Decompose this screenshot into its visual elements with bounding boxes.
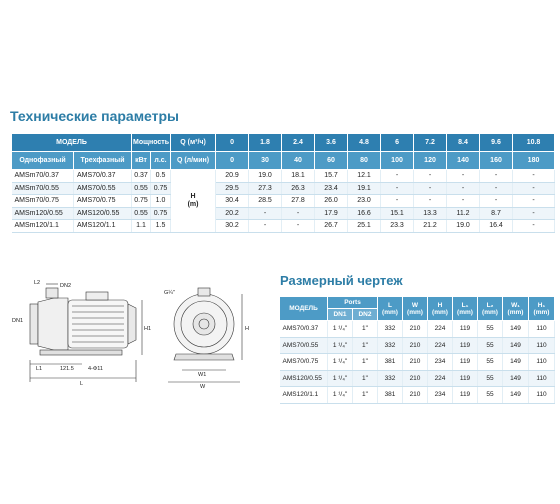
perf-cell-single-phase: AMSm70/0.55 [12, 182, 74, 195]
perf-head-value: 19.1 [348, 182, 381, 195]
perf-head-value: 26.0 [315, 195, 348, 208]
table-row [12, 182, 555, 195]
perf-flow-lmin-cell: 120 [414, 152, 447, 170]
perf-flow-m3-cell: 1.8 [249, 134, 282, 152]
label-w: W [200, 384, 206, 390]
dim-cell-value: 234 [428, 387, 453, 404]
dimensions-title: Размерный чертеж [280, 273, 403, 288]
dim-cell-value: 381 [378, 354, 403, 371]
dim-cell-dn1: 1 ¹/₄" [328, 370, 353, 387]
perf-head-value: 12.1 [348, 170, 381, 183]
perf-head-value: - [513, 182, 555, 195]
label-l: L [80, 381, 84, 387]
perf-head-value: - [414, 195, 447, 208]
label-l2: L2 [34, 280, 41, 286]
perf-head-value: - [249, 207, 282, 220]
perf-head-value: 20.9 [216, 170, 249, 183]
perf-flow-m3-cell: 9.6 [480, 134, 513, 152]
dim-header-col: W (mm) [403, 297, 428, 321]
perf-cell-three-phase: AMS70/0.55 [74, 182, 132, 195]
dim-cell-value: 149 [503, 370, 529, 387]
dim-cell-dn1: 1 ¹/₄" [328, 337, 353, 354]
perf-head-value: - [282, 220, 315, 233]
dim-cell-value: 149 [503, 387, 529, 404]
perf-cell-single-phase: AMSm70/0.37 [12, 170, 74, 183]
perf-head-value: - [249, 220, 282, 233]
perf-head-value: 19.0 [447, 220, 480, 233]
perf-head-value: - [480, 195, 513, 208]
perf-head-value: 23.3 [381, 220, 414, 233]
table-row [12, 207, 555, 220]
dim-cell-dn2: 1" [353, 387, 378, 404]
dim-cell-dn2: 1" [353, 354, 378, 371]
dim-cell-value: 332 [378, 321, 403, 338]
perf-head-value: 29.5 [216, 182, 249, 195]
perf-flow-m3-cell: 6 [381, 134, 414, 152]
perf-header-q-lmin: Q (л/мин) [171, 152, 216, 170]
dim-header-col: H₁ (mm) [529, 297, 555, 321]
perf-header-power: Мощность [132, 134, 171, 152]
perf-cell-single-phase: AMSm120/1.1 [12, 220, 74, 233]
perf-cell-kw: 0.75 [132, 195, 151, 208]
perf-head-value: 25.1 [348, 220, 381, 233]
perf-head-value: - [414, 182, 447, 195]
dim-cell-value: 119 [453, 354, 478, 371]
performance-title: Технические параметры [10, 108, 180, 124]
table-row [12, 195, 555, 208]
dim-header-ports: Ports [328, 297, 378, 309]
perf-head-value: 13.3 [414, 207, 447, 220]
dim-cell-value: 119 [453, 321, 478, 338]
perf-head-value: 26.7 [315, 220, 348, 233]
dim-cell-value: 332 [378, 370, 403, 387]
perf-cell-kw: 0.55 [132, 207, 151, 220]
dim-header-dn2: DN2 [353, 309, 378, 321]
perf-flow-m3-cell: 2.4 [282, 134, 315, 152]
perf-head-value: 23.0 [348, 195, 381, 208]
perf-head-value: 11.2 [447, 207, 480, 220]
label-holes: 4-Φ11 [88, 366, 103, 372]
dim-header-dn1: DN1 [328, 309, 353, 321]
table-row [280, 354, 555, 371]
perf-cell-hp: 0.75 [151, 182, 171, 195]
perf-head-value: 16.4 [480, 220, 513, 233]
label-121-5: 121.5 [60, 366, 74, 372]
table-row [280, 321, 555, 338]
dim-cell-value: 149 [503, 321, 529, 338]
perf-cell-single-phase: AMSm120/0.55 [12, 207, 74, 220]
perf-head-value: 28.5 [249, 195, 282, 208]
dim-cell-dn2: 1" [353, 370, 378, 387]
perf-head-value: 21.2 [414, 220, 447, 233]
perf-head-value: 15.1 [381, 207, 414, 220]
dim-cell-value: 110 [529, 387, 555, 404]
dim-cell-value: 210 [403, 337, 428, 354]
table-row [280, 387, 555, 404]
dim-cell-value: 224 [428, 370, 453, 387]
perf-flow-lmin-cell: 60 [315, 152, 348, 170]
dim-cell-value: 381 [378, 387, 403, 404]
dim-cell-model: AMS70/0.37 [280, 321, 328, 338]
perf-flow-lmin-cell: 100 [381, 152, 414, 170]
perf-flow-lmin-cell: 0 [216, 152, 249, 170]
perf-head-value: 27.8 [282, 195, 315, 208]
pump-side-view-drawing [10, 278, 160, 390]
dim-header-model: МОДЕЛЬ [280, 297, 328, 321]
dim-cell-value: 224 [428, 337, 453, 354]
perf-header-q-m3: Q (м³/ч) [171, 134, 216, 152]
perf-head-value: - [381, 170, 414, 183]
perf-flow-lmin-cell: 180 [513, 152, 555, 170]
dim-cell-value: 55 [478, 370, 503, 387]
label-w1: W1 [198, 372, 207, 378]
dim-cell-value: 110 [529, 321, 555, 338]
perf-flow-lmin-cell: 30 [249, 152, 282, 170]
perf-head-value: 19.0 [249, 170, 282, 183]
dim-cell-value: 210 [403, 354, 428, 371]
dim-header-col: H (mm) [428, 297, 453, 321]
dim-cell-value: 110 [529, 337, 555, 354]
dim-header-col: L (mm) [378, 297, 403, 321]
dim-cell-value: 332 [378, 337, 403, 354]
table-row [280, 337, 555, 354]
dim-cell-dn1: 1 ¹/₄" [328, 387, 353, 404]
perf-flow-lmin-cell: 160 [480, 152, 513, 170]
perf-head-value: - [513, 170, 555, 183]
perf-cell-hp: 1.0 [151, 195, 171, 208]
perf-cell-hp: 0.5 [151, 170, 171, 183]
perf-head-value: 8.7 [480, 207, 513, 220]
dim-cell-model: AMS70/0.55 [280, 337, 328, 354]
perf-head-value: 17.9 [315, 207, 348, 220]
dim-cell-dn2: 1" [353, 337, 378, 354]
dim-cell-value: 149 [503, 337, 529, 354]
perf-header-single-phase: Однофазный [12, 152, 74, 170]
perf-flow-lmin-cell: 80 [348, 152, 381, 170]
perf-header-hp: л.с. [151, 152, 171, 170]
perf-header-three-phase: Трехфазный [74, 152, 132, 170]
perf-head-value: - [381, 195, 414, 208]
dim-cell-value: 149 [503, 354, 529, 371]
label-h: H [245, 326, 249, 332]
perf-flow-lmin-cell: 40 [282, 152, 315, 170]
label-dn1: DN1 [12, 318, 24, 324]
perf-head-value: 20.2 [216, 207, 249, 220]
perf-head-label: H (m) [171, 170, 216, 233]
label-dn2: DN2 [60, 283, 72, 289]
perf-flow-m3-cell: 10.8 [513, 134, 555, 152]
perf-cell-three-phase: AMS70/0.75 [74, 195, 132, 208]
perf-head-value: - [447, 170, 480, 183]
dim-cell-model: AMS120/0.55 [280, 370, 328, 387]
dim-cell-value: 234 [428, 354, 453, 371]
perf-cell-three-phase: AMS120/0.55 [74, 207, 132, 220]
perf-cell-three-phase: AMS120/1.1 [74, 220, 132, 233]
dim-cell-value: 119 [453, 387, 478, 404]
perf-cell-kw: 1.1 [132, 220, 151, 233]
perf-head-value: 27.3 [249, 182, 282, 195]
perf-head-value: 30.4 [216, 195, 249, 208]
label-h1: H1 [144, 326, 152, 332]
perf-head-value: - [513, 195, 555, 208]
perf-flow-m3-cell: 7.2 [414, 134, 447, 152]
perf-flow-lmin-cell: 140 [447, 152, 480, 170]
table-row [12, 170, 555, 183]
perf-head-value: - [513, 207, 555, 220]
dim-cell-value: 55 [478, 354, 503, 371]
table-row [280, 370, 555, 387]
dim-cell-value: 110 [529, 370, 555, 387]
perf-cell-hp: 1.5 [151, 220, 171, 233]
dim-cell-dn2: 1" [353, 321, 378, 338]
perf-head-value: - [447, 195, 480, 208]
table-row [12, 220, 555, 233]
dim-header-col: L₁ (mm) [453, 297, 478, 321]
perf-header-model: МОДЕЛЬ [12, 134, 132, 152]
performance-table [11, 133, 555, 233]
dim-cell-dn1: 1 ¹/₄" [328, 321, 353, 338]
dim-cell-value: 55 [478, 337, 503, 354]
dimensions-table [279, 296, 555, 404]
perf-flow-m3-cell: 4.8 [348, 134, 381, 152]
dim-cell-value: 224 [428, 321, 453, 338]
pump-front-view-drawing [160, 280, 264, 390]
perf-head-value: 18.1 [282, 170, 315, 183]
dim-cell-value: 119 [453, 337, 478, 354]
dim-header-col: L₂ (mm) [478, 297, 503, 321]
perf-flow-m3-cell: 3.6 [315, 134, 348, 152]
perf-head-value: - [381, 182, 414, 195]
label-g-thread: G¼" [164, 290, 175, 296]
perf-head-value: - [447, 182, 480, 195]
perf-head-value: - [513, 220, 555, 233]
dim-cell-value: 210 [403, 370, 428, 387]
perf-cell-hp: 0.75 [151, 207, 171, 220]
perf-head-value: 23.4 [315, 182, 348, 195]
perf-cell-kw: 0.37 [132, 170, 151, 183]
perf-head-value: - [414, 170, 447, 183]
perf-cell-three-phase: AMS70/0.37 [74, 170, 132, 183]
perf-head-value: 16.6 [348, 207, 381, 220]
dim-cell-value: 55 [478, 387, 503, 404]
perf-cell-kw: 0.55 [132, 182, 151, 195]
label-l1: L1 [36, 366, 43, 372]
dim-cell-model: AMS70/0.75 [280, 354, 328, 371]
dim-cell-value: 110 [529, 354, 555, 371]
perf-head-value: 26.3 [282, 182, 315, 195]
dim-cell-value: 55 [478, 321, 503, 338]
dim-cell-value: 119 [453, 370, 478, 387]
dim-cell-value: 210 [403, 321, 428, 338]
perf-header-kw: кВт [132, 152, 151, 170]
perf-flow-m3-cell: 8.4 [447, 134, 480, 152]
perf-head-value: - [480, 182, 513, 195]
dim-cell-model: AMS120/1.1 [280, 387, 328, 404]
perf-head-value: - [480, 170, 513, 183]
perf-head-value: - [282, 207, 315, 220]
dim-cell-dn1: 1 ¹/₄" [328, 354, 353, 371]
perf-head-value: 15.7 [315, 170, 348, 183]
perf-cell-single-phase: AMSm70/0.75 [12, 195, 74, 208]
perf-head-value: 30.2 [216, 220, 249, 233]
perf-flow-m3-cell: 0 [216, 134, 249, 152]
dim-cell-value: 210 [403, 387, 428, 404]
dim-header-col: W₁ (mm) [503, 297, 529, 321]
